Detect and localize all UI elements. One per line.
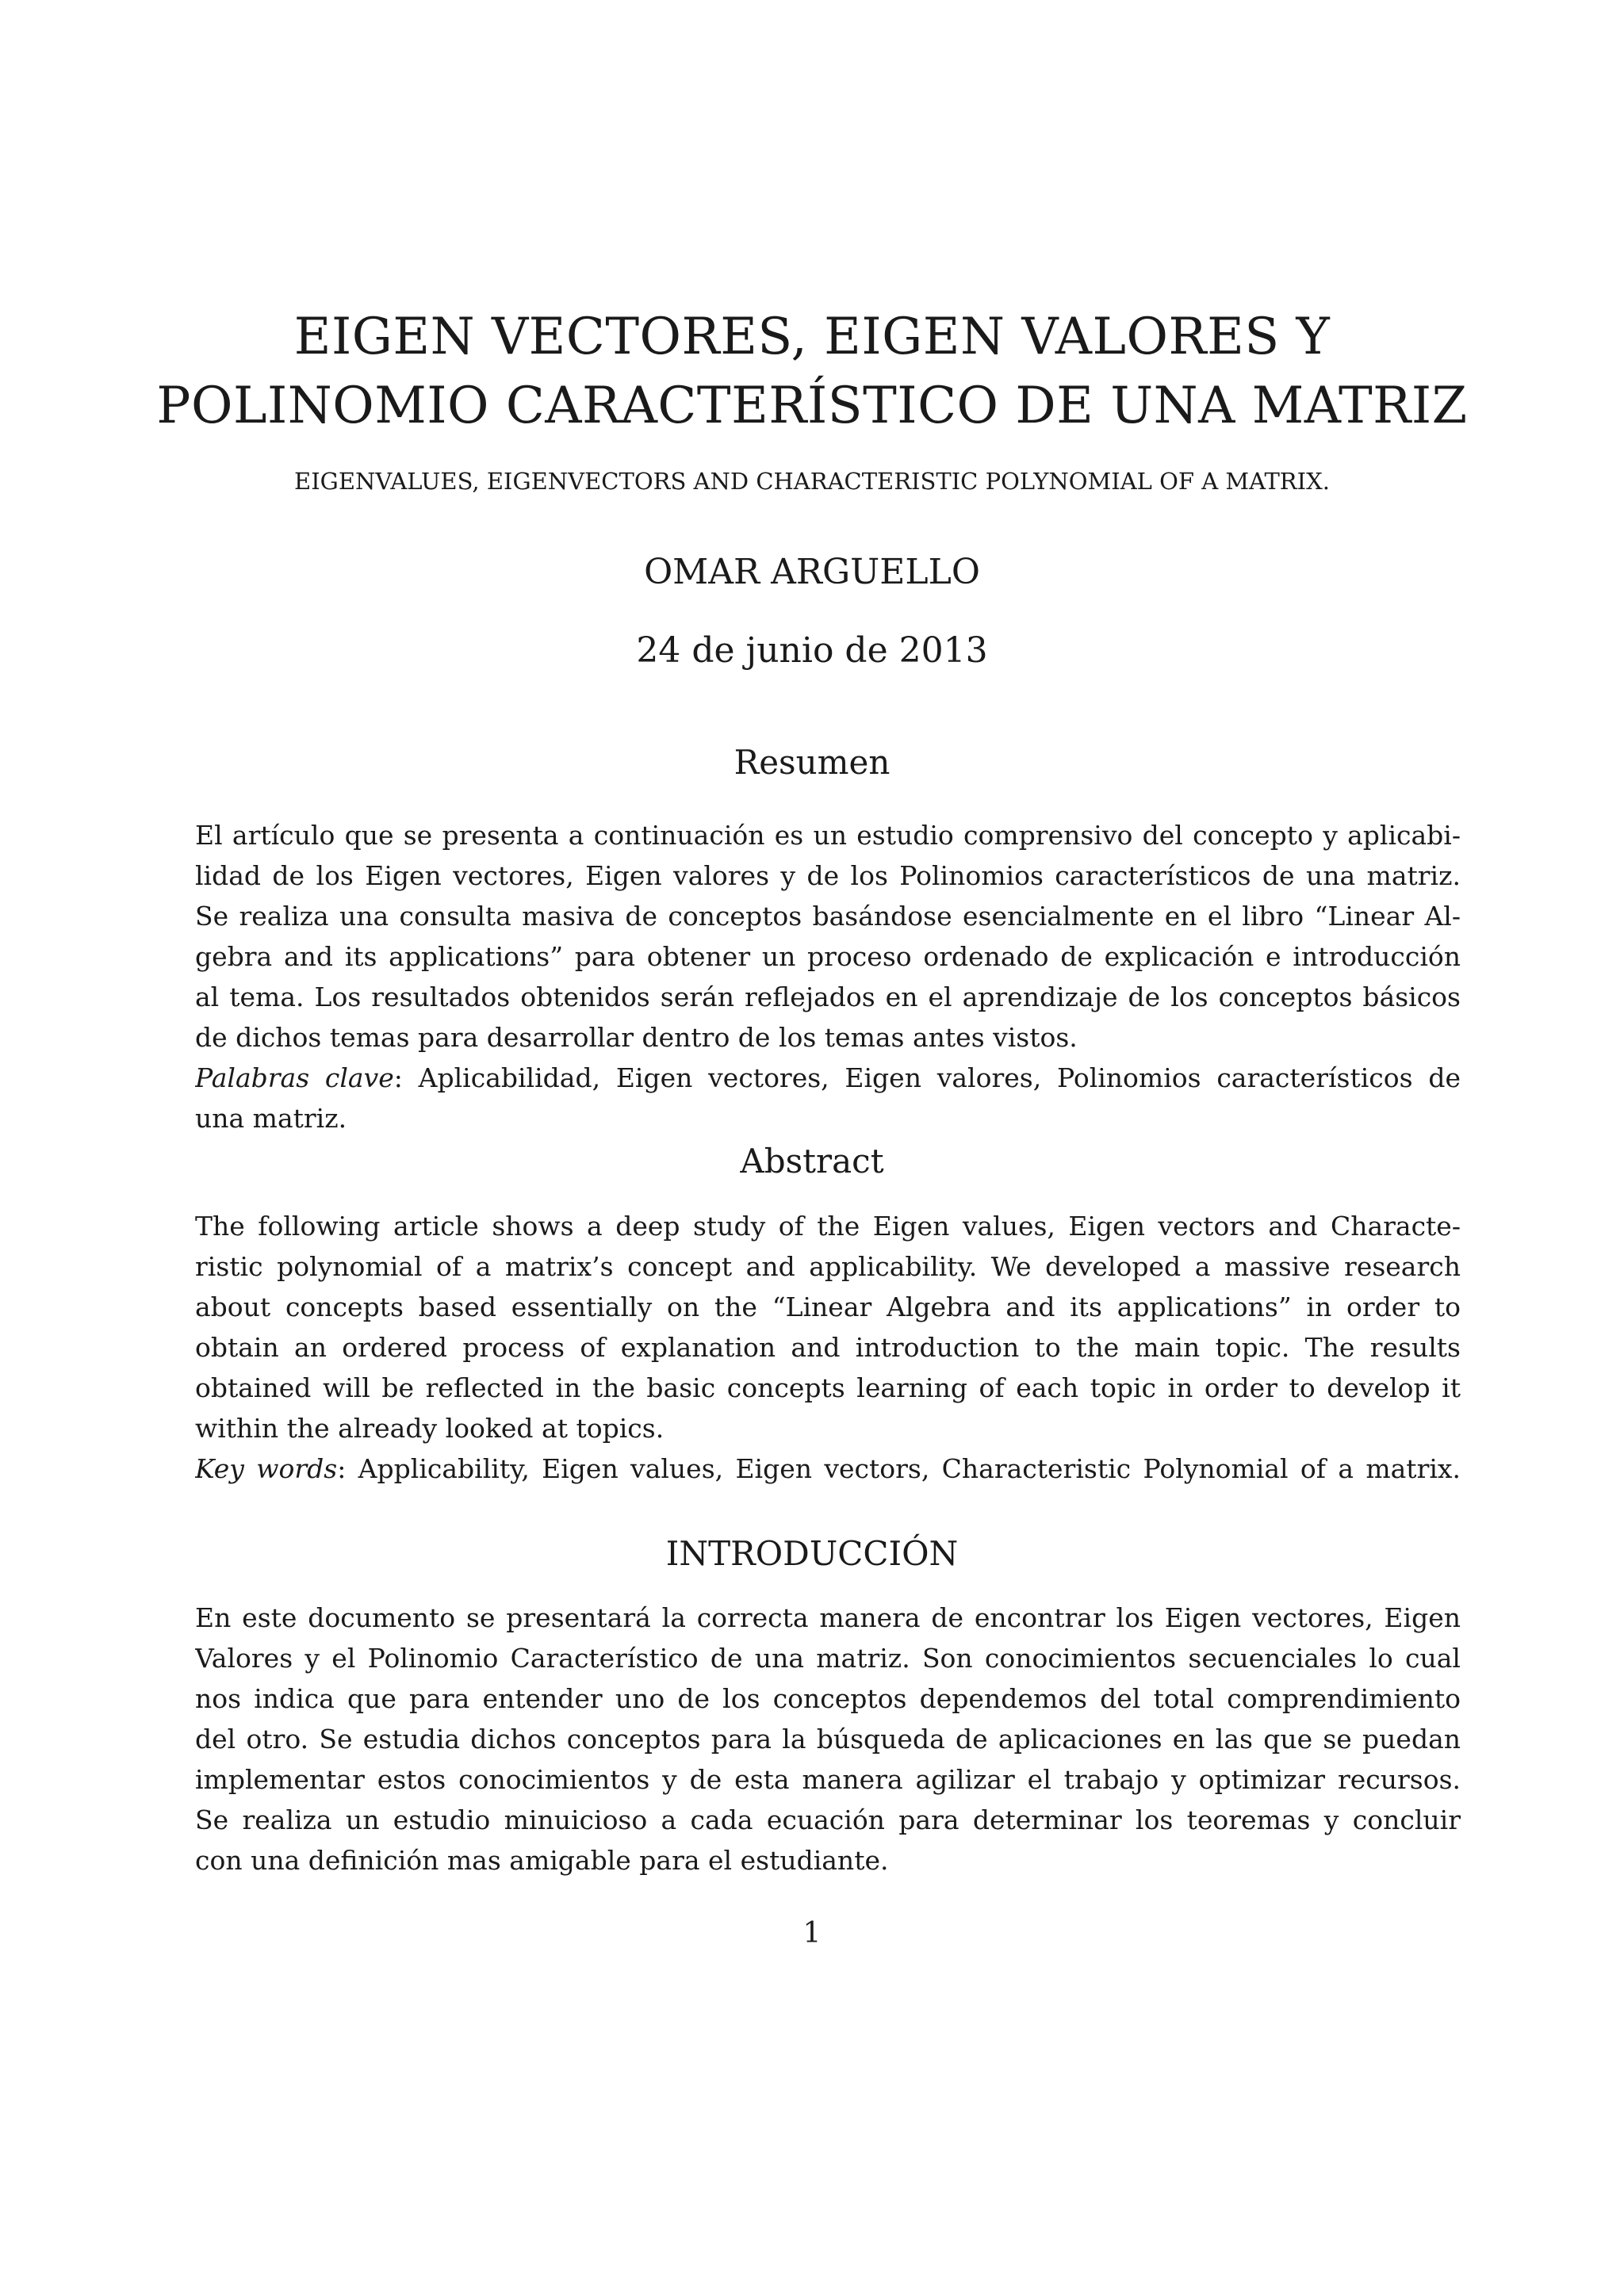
date: 24 de junio de 2013 (636, 630, 988, 671)
keywords-label: Palabras clave (195, 1062, 394, 1093)
abstract-heading: Abstract (740, 1142, 884, 1181)
introduccion-body (195, 1598, 1461, 1881)
introduccion-line: Se realiza un estudio minuicioso a cada ecuación para determinar los teoremas y concluir (195, 1804, 1461, 1835)
introduccion-line: implementar estos conocimientos y de esta manera agilizar el trabajo y optimizar recursos. (195, 1764, 1461, 1795)
resumen-line: Se realiza una consulta masiva de conceptos basándose esencialmente en el libro “Linear Al- (195, 901, 1461, 932)
resumen-line: gebra and its applications” para obtener un proceso ordenado de explicación e introducción (195, 941, 1461, 972)
resumen-keywords-cont: una matriz. (195, 1103, 347, 1134)
resumen-body (195, 815, 1461, 1138)
abstract-keywords (195, 1448, 1461, 1489)
title-line-1: EIGEN VECTORES, EIGEN VALORES Y (293, 308, 1331, 366)
keywords-text: : Applicability, Eigen values, Eigen vectors, Characteristic Polynomial of a matrix. (337, 1453, 1461, 1484)
resumen-line: lidad de los Eigen vectores, Eigen valores y de los Polinomios característicos de una matriz. (195, 860, 1461, 891)
abstract-line: about concepts based essentially on the “Linear Algebra and its applications” in order to (195, 1292, 1461, 1322)
author: OMAR ARGUELLO (644, 552, 980, 592)
introduccion-line: nos indica que para entender uno de los conceptos dependemos del total comprendimiento (195, 1683, 1461, 1714)
resumen-line: El artículo que se presenta a continuación es un estudio comprensivo del concepto y aplicabi- (195, 820, 1461, 851)
introduccion-line: En este documento se presentará la correcta manera de encontrar los Eigen vectores, Eigen (195, 1602, 1461, 1633)
keywords-text: : Aplicabilidad, Eigen vectores, Eigen valores, Polinomios característicos de (393, 1062, 1461, 1093)
abstract-line: obtained will be reflected in the basic concepts learning of each topic in order to develop it (195, 1372, 1461, 1403)
resumen-line: de dichos temas para desarrollar dentro de los temas antes vistos. (195, 1022, 1078, 1053)
introduccion-line: del otro. Se estudia dichos conceptos para la búsqueda de aplicaciones en las que se puedan (195, 1724, 1461, 1755)
subtitle: EIGENVALUES, EIGENVECTORS AND CHARACTERISTIC POLYNOMIAL OF A MATRIX. (294, 468, 1330, 495)
introduccion-line: Valores y el Polinomio Característico de una matriz. Son conocimientos secuenciales lo cual (195, 1643, 1461, 1674)
page-number: 1 (802, 1917, 822, 1950)
resumen-heading: Resumen (733, 743, 891, 782)
abstract-line: ristic polynomial of a matrix’s concept and applicability. We developed a massive research (195, 1251, 1461, 1282)
introduccion-line: con una definición mas amigable para el estudiante. (195, 1845, 889, 1876)
keywords-label: Key words (195, 1453, 338, 1484)
introduccion-heading: INTRODUCCIÓN (665, 1534, 959, 1573)
abstract-line: within the already looked at topics. (195, 1413, 665, 1444)
abstract-body (195, 1206, 1461, 1489)
abstract-line: The following article shows a deep study of the Eigen values, Eigen vectors and Characte- (195, 1211, 1461, 1242)
title-line-2: POLINOMIO CARACTERÍSTICO DE UNA MATRIZ (156, 377, 1468, 435)
resumen-keywords (195, 1058, 1461, 1098)
resumen-line: al tema. Los resultados obtenidos serán reflejados en el aprendizaje de los conceptos básicos (195, 982, 1461, 1012)
abstract-line: obtain an ordered process of explanation and introduction to the main topic. The results (195, 1332, 1461, 1363)
